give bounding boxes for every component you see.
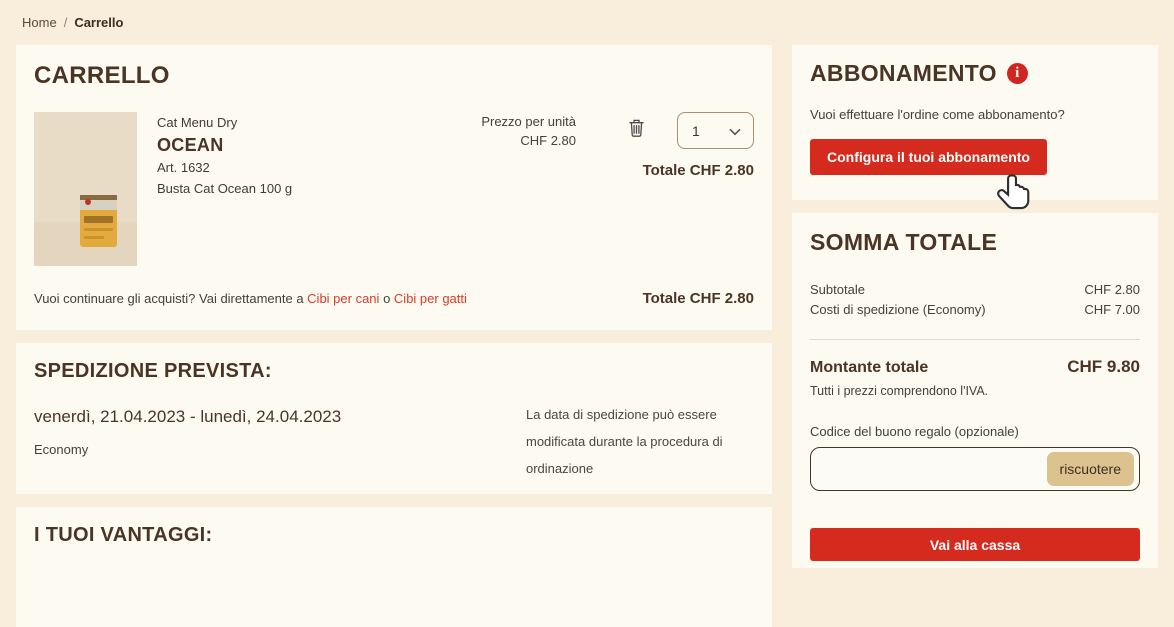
order-summary-card (792, 213, 1158, 568)
shipping-cost-value: CHF 7.00 (1084, 302, 1140, 317)
remove-item-button[interactable] (626, 116, 647, 139)
cart-total: Totale CHF 2.80 (642, 290, 754, 307)
product-brand-line: Cat Menu Dry (157, 115, 238, 130)
shipping-note (526, 401, 754, 482)
summary-title: SOMMA TOTALE (810, 229, 998, 255)
conjunction-text: o (383, 291, 391, 306)
shipping-method: Economy (34, 442, 89, 457)
quantity-value: 1 (692, 122, 700, 139)
quantity-select[interactable] (677, 112, 754, 149)
unit-price-block (481, 112, 576, 150)
continue-text: Vuoi continuare gli acquisti? Vai direttamente a (34, 291, 304, 306)
vat-note: Tutti i prezzi comprendono l'IVA. (810, 384, 989, 398)
cart-bottom-row (34, 290, 754, 307)
total-value: CHF 9.80 (1067, 357, 1140, 376)
shipping-card (16, 343, 772, 494)
breadcrumb (16, 0, 1158, 45)
line-total: Totale CHF 2.80 (642, 162, 754, 179)
benefits-title: I TUOI VANTAGGI: (34, 524, 213, 546)
info-icon[interactable]: i (1007, 63, 1028, 84)
voucher-input[interactable] (821, 452, 1029, 486)
shipping-title: SPEDIZIONE PREVISTA: (34, 360, 272, 382)
left-column (16, 45, 772, 627)
subscription-title-text: ABBONAMENTO (810, 60, 997, 86)
shipping-note-line: modificata durante la procedura di (526, 434, 723, 449)
shipping-dates: venerdì, 21.04.2023 - lunedì, 24.04.2023 (34, 407, 342, 426)
dogs-food-link[interactable]: Cibi per cani (307, 291, 380, 306)
summary-total-row (810, 357, 1140, 377)
product-description: Busta Cat Ocean 100 g (157, 181, 293, 196)
breadcrumb-current: Carrello (74, 15, 124, 30)
benefits-card (16, 507, 772, 627)
configure-subscription-button[interactable]: Configura il tuoi abbonamento (810, 139, 1047, 175)
product-pouch (80, 195, 117, 247)
trash-icon (628, 125, 645, 140)
cats-food-link[interactable]: Cibi per gatti (393, 291, 467, 306)
breadcrumb-separator: / (63, 15, 68, 30)
cart-card (16, 45, 772, 330)
shipping-note-line: La data di spedizione può essere (526, 407, 717, 422)
product-pricing (404, 112, 754, 266)
breadcrumb-home-link[interactable]: Home (22, 15, 57, 30)
voucher-box (810, 447, 1140, 491)
total-label: Montante totale (810, 359, 929, 376)
subscription-title (810, 60, 1140, 87)
shipping-note-line: ordinazione (526, 461, 594, 476)
voucher-label: Codice del buono regalo (opzionale) (810, 424, 1019, 439)
right-column (792, 45, 1158, 568)
shipping-details (34, 383, 341, 482)
summary-row-subtotal (810, 280, 1140, 300)
subscription-card (792, 45, 1158, 200)
summary-rows (810, 280, 1140, 320)
unit-price-label: Prezzo per unità (481, 114, 576, 129)
product-article: Art. 1632 (157, 160, 210, 175)
product-info (157, 112, 404, 266)
unit-price-value: CHF 2.80 (520, 133, 576, 148)
shipping-cost-label: Costi di spedizione (Economy) (810, 302, 986, 317)
checkout-button[interactable]: Vai alla cassa (810, 528, 1140, 561)
cart-item-row (34, 112, 754, 266)
content-columns (16, 45, 1158, 627)
product-image (34, 112, 137, 266)
summary-divider (810, 339, 1140, 340)
cart-title: CARRELLO (34, 62, 170, 89)
subtotal-value: CHF 2.80 (1084, 282, 1140, 297)
redeem-voucher-button[interactable]: riscuotere (1047, 452, 1134, 486)
subscription-question: Vuoi effettuare l'ordine come abbonamento? (810, 107, 1065, 122)
continue-shopping-text (34, 291, 467, 306)
summary-row-shipping (810, 300, 1140, 320)
product-name: OCEAN (157, 135, 224, 155)
subtotal-label: Subtotale (810, 282, 865, 297)
chevron-down-icon (729, 123, 741, 139)
